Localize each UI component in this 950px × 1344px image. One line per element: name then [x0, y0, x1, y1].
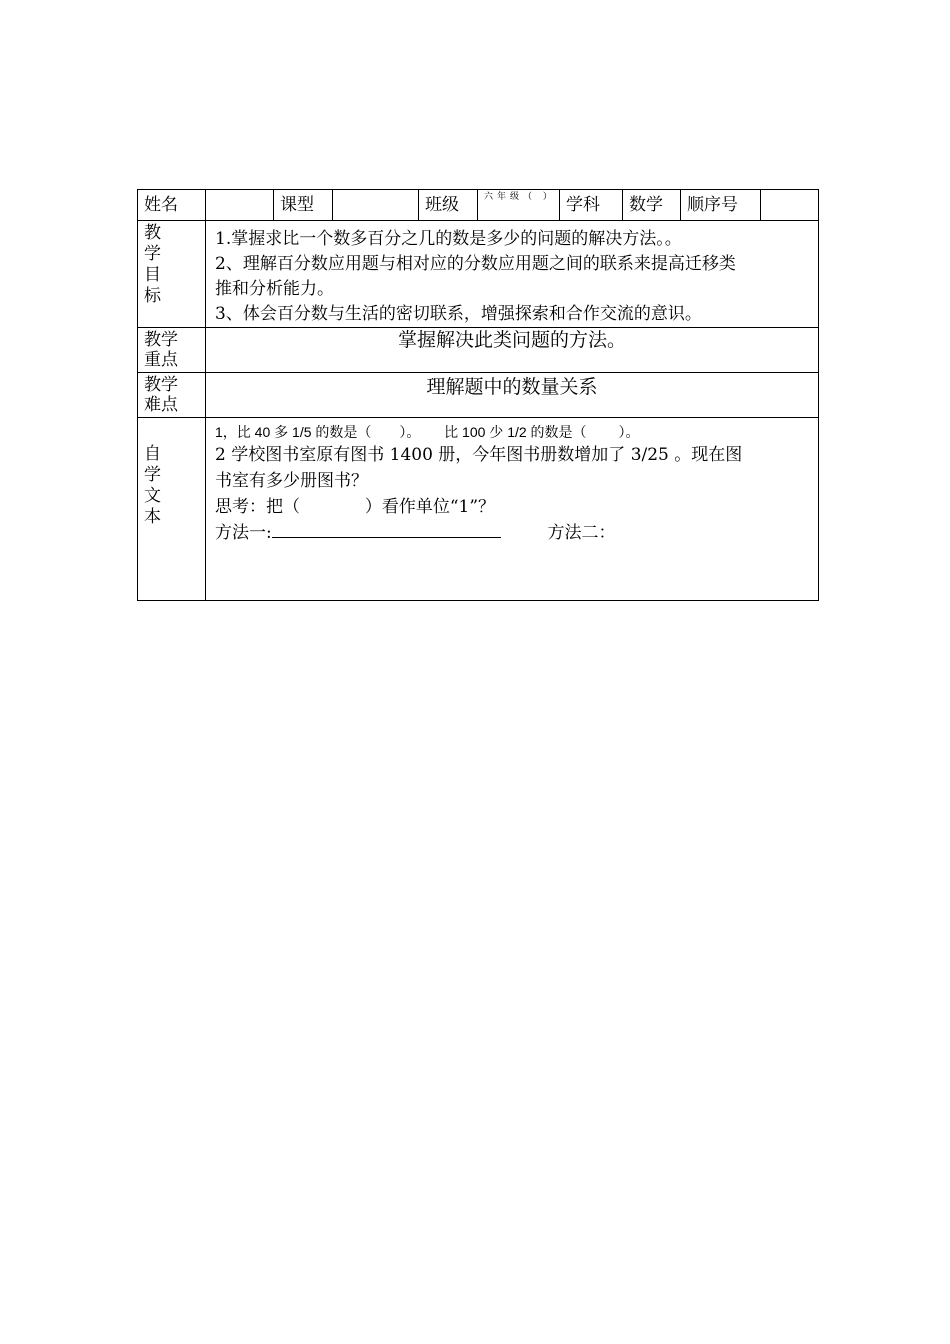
goals-content: [206, 221, 819, 328]
question-2-line-1: 2 学校图书室原有图书 1400 册，今年图书册数增加了 3/25 。现在图: [215, 445, 743, 465]
methods-line: [215, 520, 812, 546]
goal-line-1: 1.掌握求比一个数多百分之几的数是多少的问题的解决方法。。: [215, 229, 682, 249]
difficulty-label: 教学 难点: [138, 373, 206, 418]
goal-line-2: 2、理解百分数应用题与相对应的分数应用题之间的联系来提高迁移类: [215, 254, 736, 274]
name-label: 姓名: [138, 190, 206, 221]
type-value: [333, 190, 419, 221]
order-value: [761, 190, 819, 221]
self-study-label: 自 学 文 本: [138, 418, 206, 601]
goals-row: [138, 221, 819, 328]
question-1: 1，比 40 多 1/5 的数是（ ）。 比 100 少 1/2 的数是（ ）。: [215, 424, 640, 440]
order-label: 顺序号: [681, 190, 761, 221]
difficulty-content: 理解题中的数量关系: [206, 373, 819, 418]
goals-label: 教 学 目 标: [138, 221, 206, 328]
self-study-content: [206, 418, 819, 601]
class-value: 六年级（ ）: [478, 190, 560, 221]
key-point-label: 教学 重点: [138, 328, 206, 373]
question-2-line-2: 书室有多少册图书？: [215, 471, 368, 491]
think-prompt: 思考：把（ ）看作单位“1”？: [215, 497, 496, 517]
goal-line-4: 3、体会百分数与生活的密切联系，增强探索和合作交流的意识。: [215, 304, 702, 324]
key-point-content: 掌握解决此类问题的方法。: [206, 328, 819, 373]
subject-label: 学科: [560, 190, 623, 221]
method-1-answer-line: [272, 520, 501, 538]
key-point-row: [138, 328, 819, 373]
name-value: [206, 190, 274, 221]
subject-value: 数学: [623, 190, 681, 221]
type-label: 课型: [274, 190, 333, 221]
class-label: 班级: [419, 190, 478, 221]
lesson-plan-table: [137, 189, 819, 601]
method-2-label: 方法二：: [547, 523, 616, 543]
header-row: [138, 190, 819, 221]
difficulty-row: [138, 373, 819, 418]
self-study-row: [138, 418, 819, 601]
method-1-label: 方法一:: [215, 523, 272, 543]
goal-line-3: 推和分析能力。: [215, 279, 334, 299]
